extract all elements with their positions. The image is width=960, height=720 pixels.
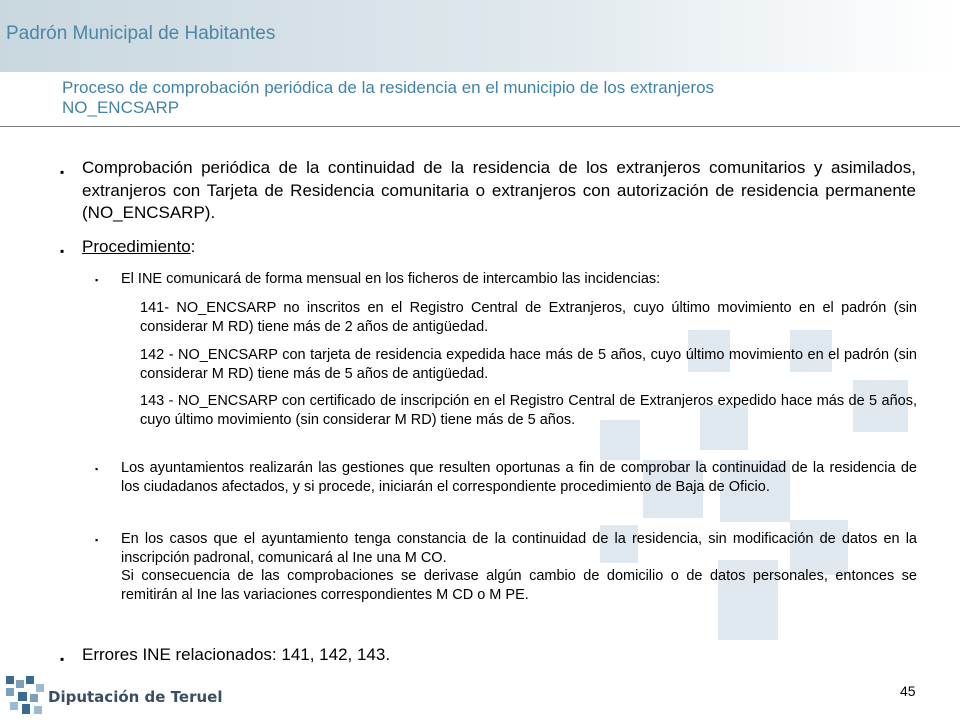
bullet-errores: Errores INE relacionados: 141, 142, 143. bbox=[82, 645, 391, 664]
page-number: 45 bbox=[900, 683, 916, 699]
sub-bullet-casos bbox=[121, 530, 917, 604]
incidencia-141: 141- NO_ENCSARP no inscritos en el Registro Central de Extranjeros, cuyo último movimiento en el padrón (sin considerar M RD) tiene más de 2 años de antigüedad. bbox=[140, 300, 917, 335]
procedimiento-colon: : bbox=[190, 237, 196, 256]
procedimiento-label: Procedimiento bbox=[82, 237, 191, 256]
casos-paragraph-1: En los casos que el ayuntamiento tenga constancia de la continuidad de la residencia, sin modificación de datos en la inscripción padronal, comunicará al Ine una M CO. bbox=[121, 531, 917, 566]
procedimiento-heading bbox=[82, 236, 916, 259]
sub-bullet-ayuntamientos: Los ayuntamientos realizarán las gestiones que resulten oportunas a fin de comprobar la continuidad de la residencia de los ciudadanos afectados, y si procede, iniciarán el correspondiente procedimiento de Baja de Oficio. bbox=[121, 460, 917, 495]
incidencia-142: 142 - NO_ENCSARP con tarjeta de residencia expedida hace más de 5 años, cuyo último movimiento en el padrón (sin considerar M RD) tiene más de 5 años de antigüedad. bbox=[140, 347, 917, 382]
sub-bullet-marker: ▪ bbox=[95, 464, 99, 474]
header-divider bbox=[0, 126, 960, 127]
sub-bullet-marker: ▪ bbox=[95, 535, 99, 545]
bullet-marker: ▪ bbox=[60, 244, 65, 258]
bullet-continuidad: Comprobación periódica de la continuidad de la residencia de los extranjeros comunitarios y asimilados, extranjeros con Tarjeta de Residencia comunitaria o extranjeros con autorización de residencia permanente (NO_ENCSARP). bbox=[82, 158, 916, 222]
footer-logo-text: Diputación de Teruel bbox=[48, 688, 223, 706]
sub-bullet-ine: El INE comunicará de forma mensual en los ficheros de intercambio las incidencias: bbox=[121, 271, 661, 287]
bullet-marker: ▪ bbox=[60, 165, 65, 179]
page-title: Padrón Municipal de Habitantes bbox=[6, 23, 276, 44]
slide-subtitle bbox=[62, 78, 922, 118]
incidencia-143: 143 - NO_ENCSARP con certificado de inscripción en el Registro Central de Extranjeros expedido hace más de 5 años, cuyo último movimiento (sin considerar M RD) tiene más de 5 años. bbox=[140, 393, 917, 428]
bullet-marker: ▪ bbox=[60, 652, 65, 666]
subtitle-line-1: Proceso de comprobación periódica de la residencia en el municipio de los extranjeros bbox=[62, 78, 715, 97]
casos-paragraph-2: Si consecuencia de las comprobaciones se derivase algún cambio de domicilio o de datos personales, entonces se remitirán al Ine las variaciones correspondientes M CD o M PE. bbox=[121, 568, 917, 603]
subtitle-line-2: NO_ENCSARP bbox=[62, 98, 180, 117]
diputacion-logo-icon bbox=[4, 674, 48, 718]
sub-bullet-marker: ▪ bbox=[95, 275, 99, 285]
